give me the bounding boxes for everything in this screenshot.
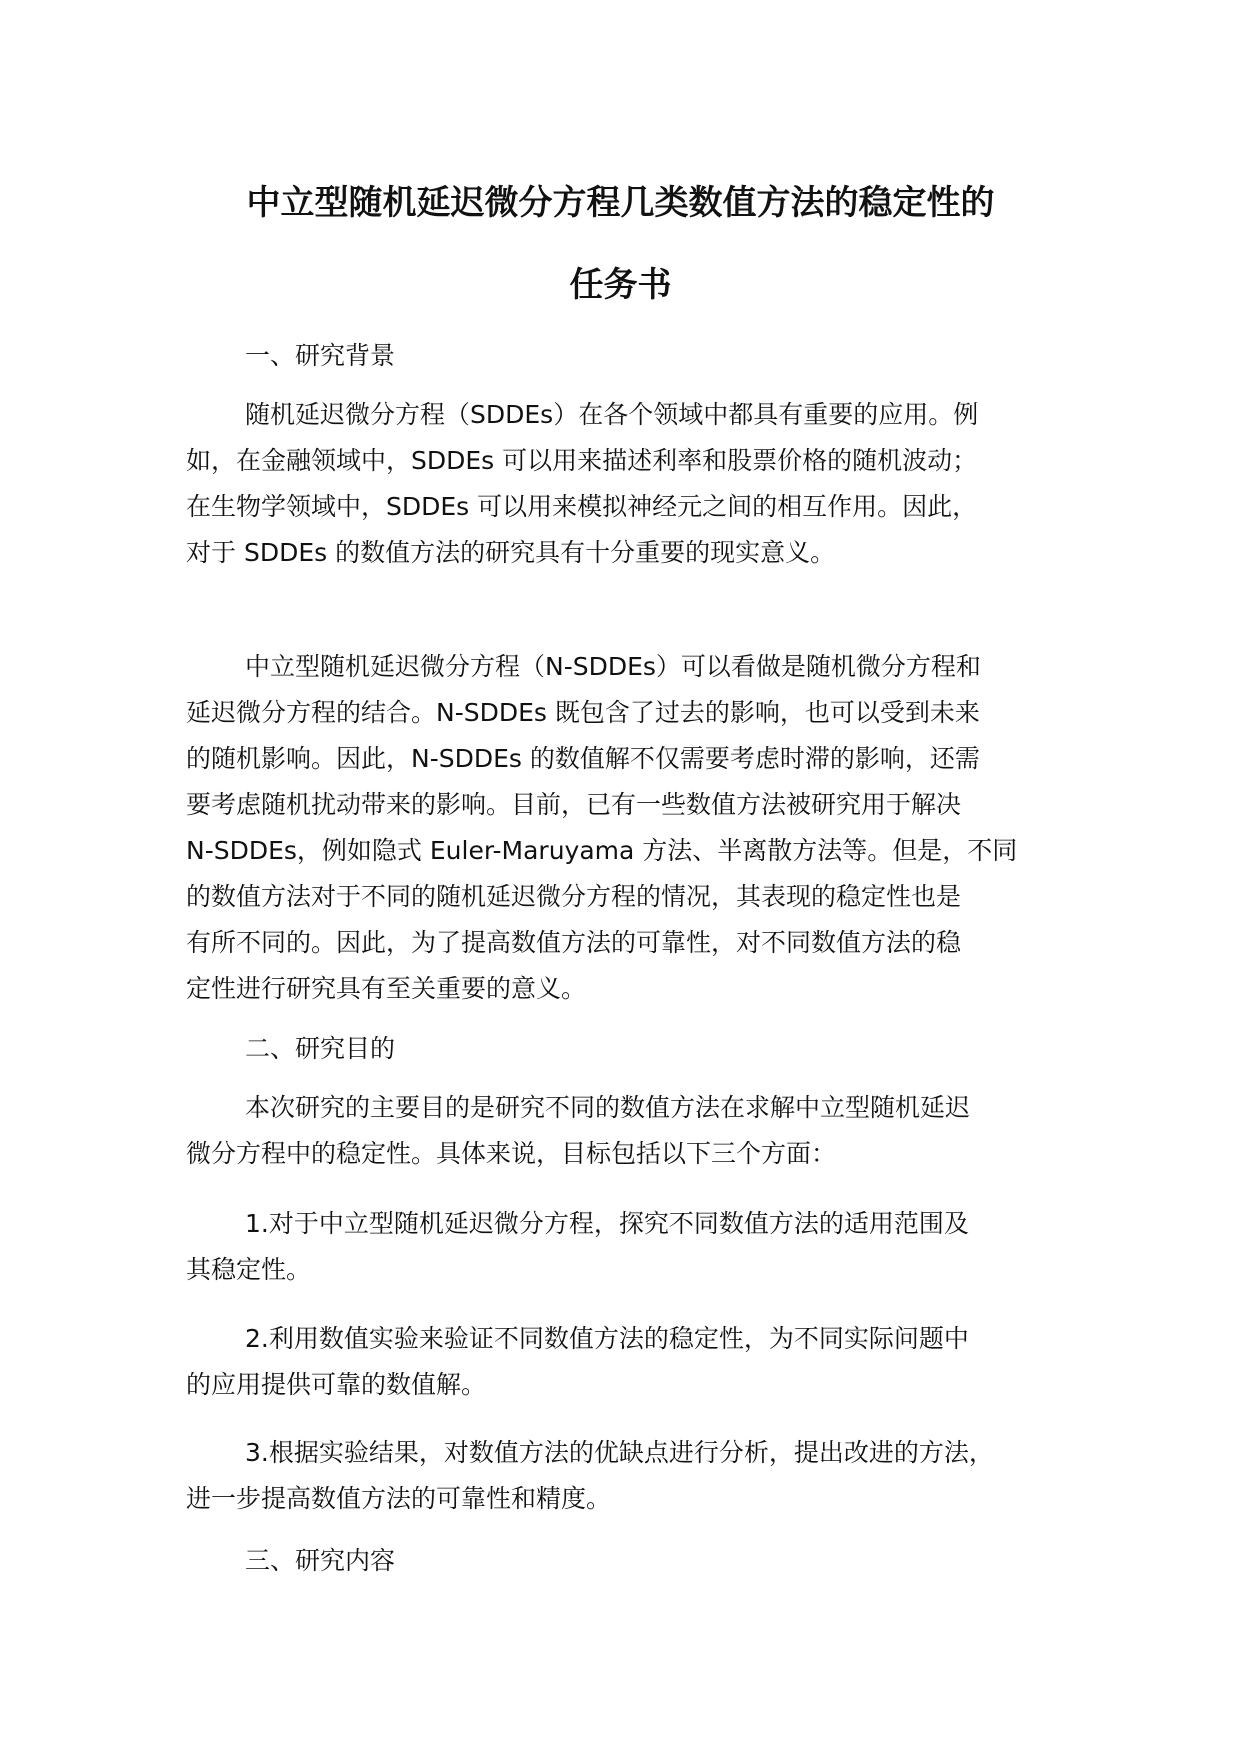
section-heading-content: 三、研究内容 — [245, 1546, 396, 1575]
document-title-line-1: 中立型随机延迟微分方程几类数值方法的稳定性的 — [246, 183, 995, 223]
paragraph-line: 3.根据实验结果，对数值方法的优缺点进行分析，提出改进的方法， — [245, 1438, 994, 1467]
paragraph-line: 随机延迟微分方程（SDDEs）在各个领域中都具有重要的应用。例 — [245, 400, 979, 429]
paragraph-goal-3 — [186, 1430, 1050, 1522]
paragraph-line: 微分方程中的稳定性。具体来说，目标包括以下三个方面： — [186, 1139, 837, 1168]
paragraph-line: 对于 SDDEs 的数值方法的研究具有十分重要的现实意义。 — [186, 538, 836, 567]
paragraph-line: 定性进行研究具有至关重要的意义。 — [186, 974, 587, 1003]
section-heading-purpose: 二、研究目的 — [245, 1034, 396, 1063]
paragraph-line: N-SDDEs，例如隐式 Euler-Maruyama 方法、半离散方法等。但是，不同 — [186, 836, 1018, 865]
paragraph-line: 要考虑随机扰动带来的影响。目前，已有一些数值方法被研究用于解决 — [186, 790, 962, 819]
paragraph-line: 2.利用数值实验来验证不同数值方法的稳定性，为不同实际问题中 — [245, 1324, 969, 1353]
paragraph-line: 1.对于中立型随机延迟微分方程，探究不同数值方法的适用范围及 — [245, 1209, 969, 1238]
paragraph-line: 进一步提高数值方法的可靠性和精度。 — [186, 1484, 612, 1513]
paragraph-line: 的应用提供可靠的数值解。 — [186, 1370, 487, 1399]
paragraph-purpose-intro — [186, 1085, 1050, 1177]
document-title-line-2: 任务书 — [569, 265, 672, 305]
paragraph-line: 有所不同的。因此，为了提高数值方法的可靠性，对不同数值方法的稳 — [186, 928, 962, 957]
paragraph-line: 本次研究的主要目的是研究不同的数值方法在求解中立型随机延迟 — [245, 1093, 971, 1122]
paragraph-background-1 — [186, 392, 1050, 576]
paragraph-line: 在生物学领域中，SDDEs 可以用来模拟神经元之间的相互作用。因此， — [186, 492, 978, 521]
paragraph-goal-1 — [186, 1201, 1050, 1293]
paragraph-background-2 — [186, 644, 1050, 1012]
paragraph-line: 延迟微分方程的结合。N-SDDEs 既包含了过去的影响，也可以受到未来 — [186, 698, 980, 727]
section-heading-background: 一、研究背景 — [245, 341, 396, 370]
paragraph-line: 中立型随机延迟微分方程（N-SDDEs）可以看做是随机微分方程和 — [245, 652, 981, 681]
paragraph-line: 的数值方法对于不同的随机延迟微分方程的情况，其表现的稳定性也是 — [186, 882, 962, 911]
paragraph-line: 的随机影响。因此，N-SDDEs 的数值解不仅需要考虑时滞的影响，还需 — [186, 744, 980, 773]
paragraph-line: 其稳定性。 — [186, 1255, 312, 1284]
paragraph-goal-2 — [186, 1316, 1050, 1408]
paragraph-line: 如，在金融领域中，SDDEs 可以用来描述利率和股票价格的随机波动； — [186, 446, 978, 475]
